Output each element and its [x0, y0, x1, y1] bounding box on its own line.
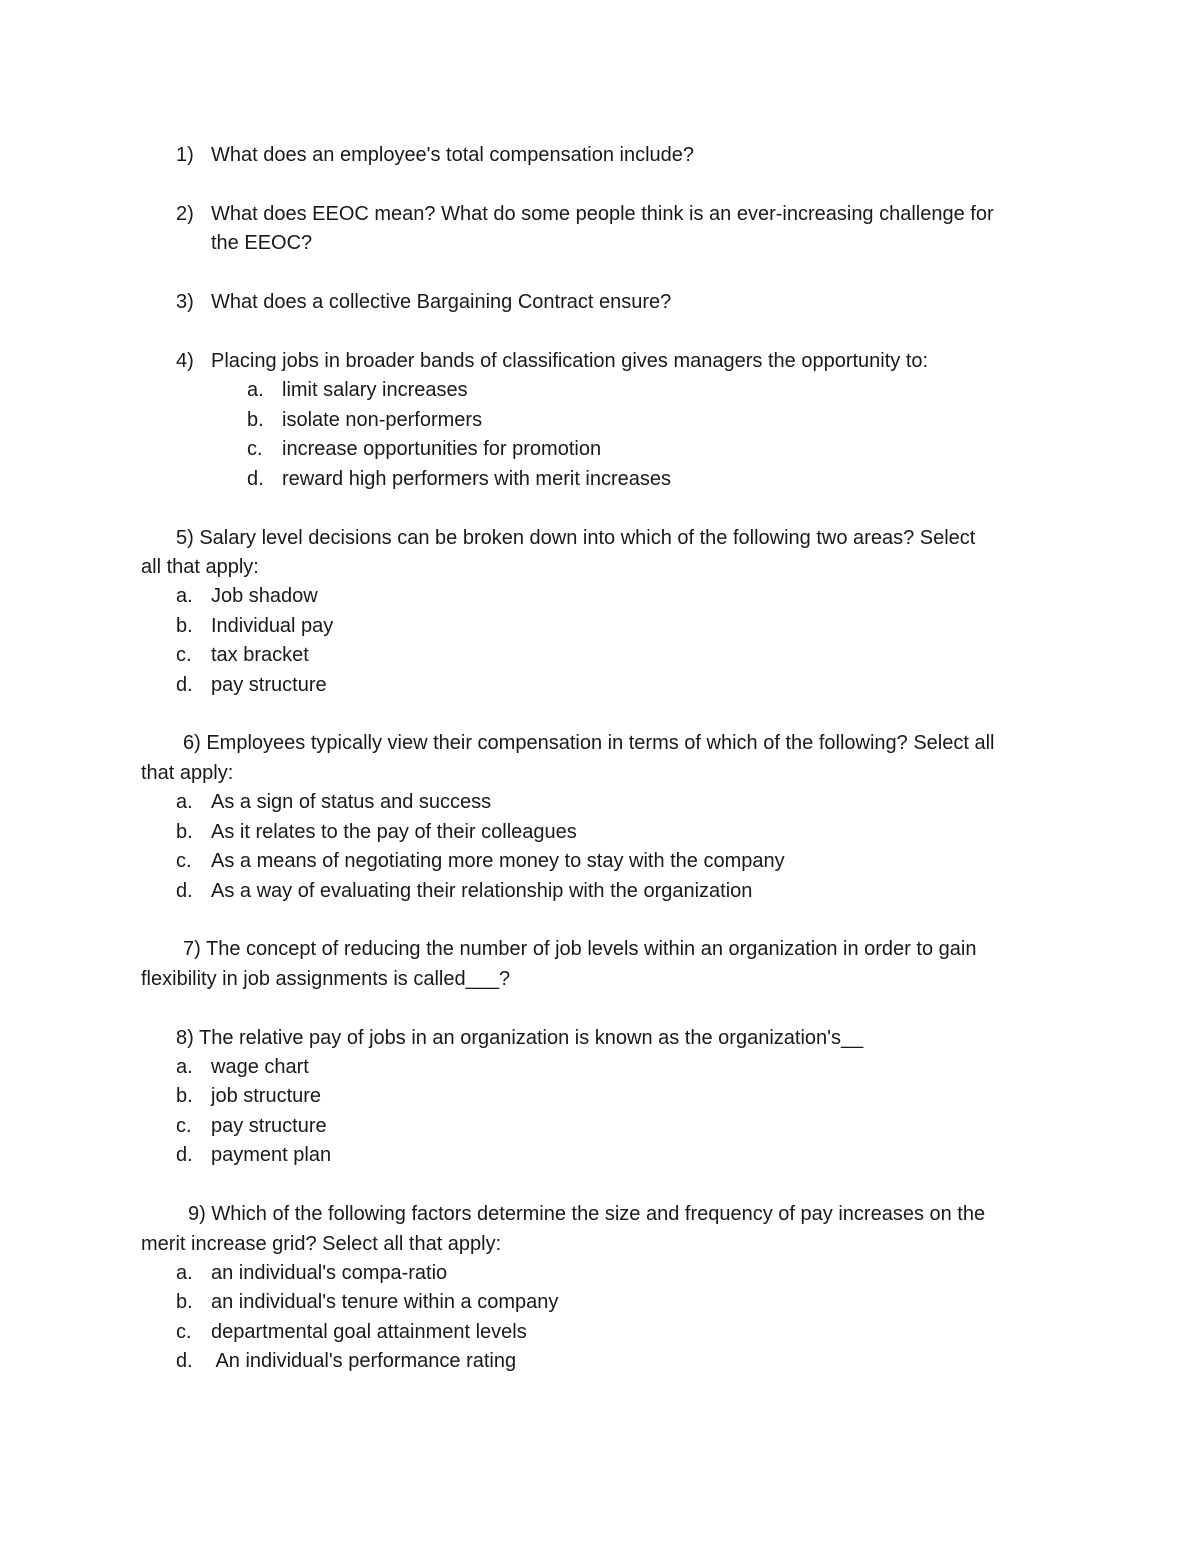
q8-option-text: job structure — [211, 1085, 322, 1107]
q9-text-line2: merit increase grid? Select all that apply: — [141, 1233, 502, 1255]
q5-option-text: Job shadow — [211, 585, 318, 607]
q4-option-letter: d. — [247, 468, 264, 490]
q6-option-text: As a means of negotiating more money to stay with the company — [211, 850, 785, 872]
q9-option-letter: c. — [176, 1321, 192, 1343]
q1-number: 1) — [176, 144, 194, 166]
q5-option-letter: c. — [176, 644, 192, 666]
q6-option-letter: d. — [176, 880, 193, 902]
q6-option-letter: b. — [176, 821, 193, 843]
q4-option-text: isolate non-performers — [282, 409, 483, 431]
q8-option-letter: c. — [176, 1115, 192, 1137]
q7-text-line1: 7) The concept of reducing the number of job levels within an organization in order to gain — [183, 938, 977, 960]
q6-option-text: As a sign of status and success — [211, 791, 492, 813]
q4-option-letter: a. — [247, 379, 264, 401]
q3-number: 3) — [176, 291, 194, 313]
q8-option-letter: a. — [176, 1056, 193, 1078]
q8-option-text: wage chart — [211, 1056, 309, 1078]
q3-text: What does a collective Bargaining Contract ensure? — [211, 291, 672, 313]
q4-text: Placing jobs in broader bands of classification gives managers the opportunity to: — [211, 350, 929, 372]
q6-text-line1: 6) Employees typically view their compensation in terms of which of the following? Select all — [183, 732, 995, 754]
q2-text-line1: What does EEOC mean? What do some people think is an ever-increasing challenge for — [211, 203, 994, 225]
q9-text-line1: 9) Which of the following factors determine the size and frequency of pay increases on the — [188, 1203, 986, 1225]
q6-text-line2: that apply: — [141, 762, 234, 784]
q6-option-letter: a. — [176, 791, 193, 813]
q9-option-letter: d. — [176, 1350, 193, 1372]
q9-option-text: an individual's tenure within a company — [211, 1291, 559, 1313]
q8-option-text: payment plan — [211, 1144, 332, 1166]
q6-option-letter: c. — [176, 850, 192, 872]
q5-option-letter: d. — [176, 674, 193, 696]
q8-option-letter: b. — [176, 1085, 193, 1107]
q8-option-text: pay structure — [211, 1115, 327, 1137]
q7-text-line2: flexibility in job assignments is called___? — [141, 968, 511, 990]
q4-option-letter: c. — [247, 438, 263, 460]
q5-option-text: tax bracket — [211, 644, 309, 666]
q8-text: 8) The relative pay of jobs in an organization is known as the organization's__ — [176, 1027, 864, 1049]
q6-option-text: As it relates to the pay of their colleagues — [211, 821, 577, 843]
q4-option-text: increase opportunities for promotion — [282, 438, 602, 460]
q4-number: 4) — [176, 350, 194, 372]
q5-option-text: Individual pay — [211, 615, 334, 637]
q9-option-text: An individual's performance rating — [211, 1350, 517, 1372]
q5-option-letter: a. — [176, 585, 193, 607]
q5-option-letter: b. — [176, 615, 193, 637]
q9-option-letter: a. — [176, 1262, 193, 1284]
q9-option-text: an individual's compa-ratio — [211, 1262, 448, 1284]
q9-option-letter: b. — [176, 1291, 193, 1313]
q4-option-text: reward high performers with merit increases — [282, 468, 672, 490]
q9-option-text: departmental goal attainment levels — [211, 1321, 527, 1343]
q4-option-letter: b. — [247, 409, 264, 431]
q1-text: What does an employee's total compensation include? — [211, 144, 694, 166]
q6-option-text: As a way of evaluating their relationship with the organization — [211, 880, 753, 902]
q5-text-line2: all that apply: — [141, 556, 259, 578]
q8-option-letter: d. — [176, 1144, 193, 1166]
q5-option-text: pay structure — [211, 674, 327, 696]
q2-number: 2) — [176, 203, 194, 225]
q4-option-text: limit salary increases — [282, 379, 468, 401]
q5-text-line1: 5) Salary level decisions can be broken down into which of the following two areas? Select — [176, 527, 976, 549]
q2-text-line2: the EEOC? — [211, 232, 313, 254]
